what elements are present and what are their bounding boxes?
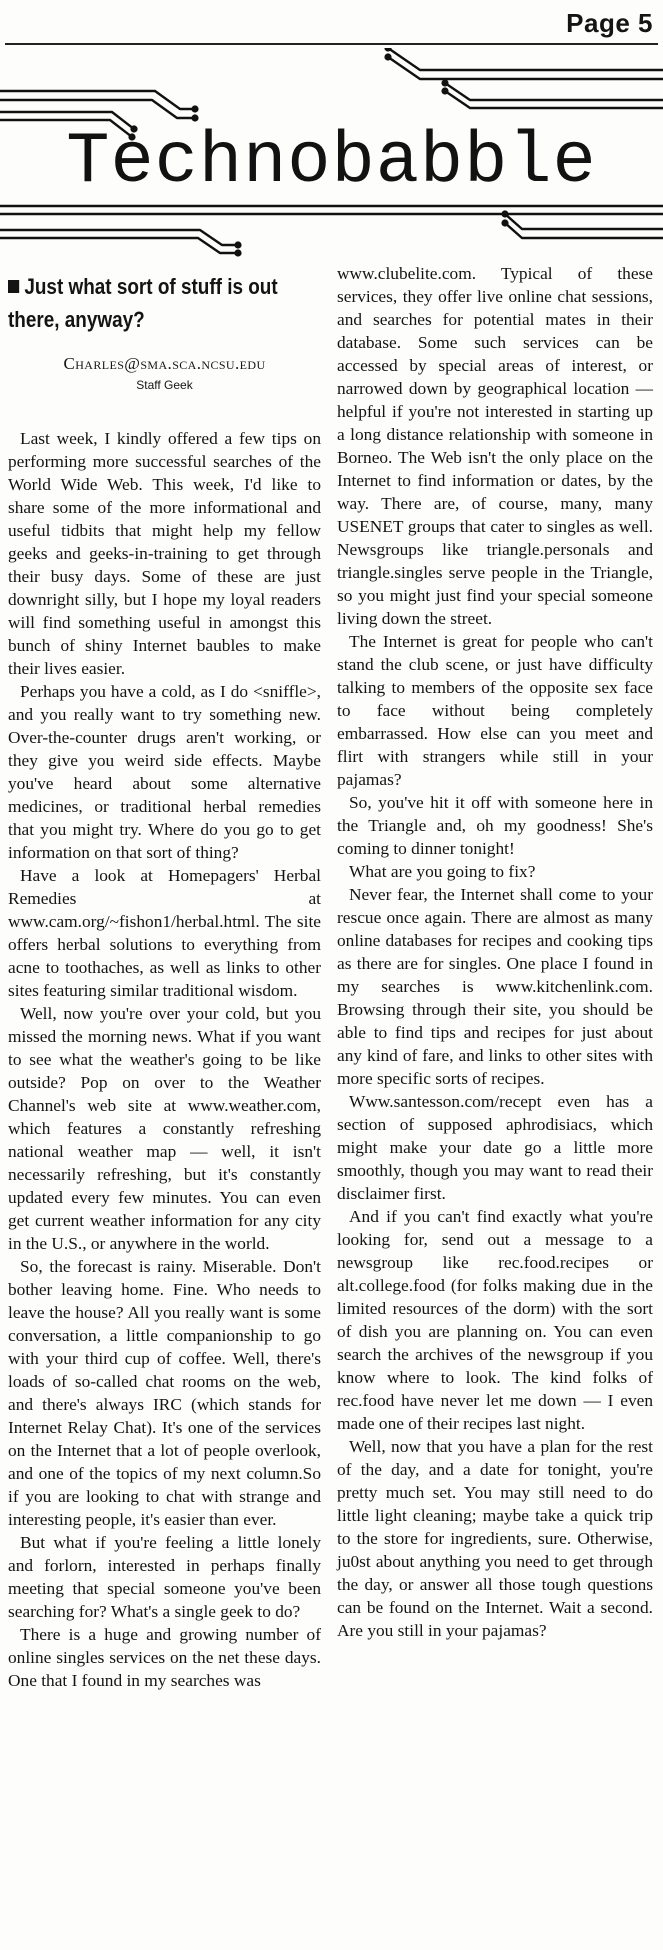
article-paragraph: The Internet is great for people who can't stand the club scene, or just have difficulty talking to members of the opposite sex face to face without being completely embarrassed. How else can you meet and flirt with strangers while still in your pajamas? <box>337 632 653 789</box>
article-paragraph: So, you've hit it off with someone here in the Triangle and, oh my goodness! She's coming to dinner tonight! <box>337 793 653 858</box>
byline-email: Charles@sma.sca.ncsu.edu <box>63 354 266 373</box>
article-column-right <box>337 262 653 1642</box>
article-paragraph: www.clubelite.com. Typical of these services, they offer live online chat sessions, and searches for potential mates in their database. Some such services can be accessed by special areas of interest, or narrowed down by geographical location — helpful if you're not interested in starting up a long distance relationship with someone in Borneo. The Web isn't the only place on the Internet to find information or dates, by the way. There are, of course, many, many USENET groups that cater to singles as well. Newsgroups like triangle.personals and triangle.singles serve people in the Triangle, so you might just find your special someone living down the street. <box>337 264 653 628</box>
circuit-node <box>501 210 508 217</box>
article-paragraph: Well, now that you have a plan for the rest of the day, and a date for tonight, you're pretty much set. You may still need to do little light cleaning; maybe take a quick trip to the store for ingredients, sure. Otherwise, ju0st about anything you need to get through the day, or answer all those tough questions can be found on the Internet. Wait a second. Are you still in your pajamas? <box>337 1437 653 1640</box>
article-paragraph: What are you going to fix? <box>349 862 536 881</box>
circuit-trace-line <box>505 223 663 238</box>
circuit-trace-line <box>388 57 663 79</box>
article-column-left <box>8 427 321 1692</box>
article-headline <box>8 270 321 336</box>
page-number: Page 5 <box>566 8 653 38</box>
article-paragraph: Perhaps you have a cold, as I do <sniffle>, and you really want to try something new. Over-the-counter drugs aren't working, or they give you weird side effects. Maybe you've heard about some alternative medicines, or traditional herbal remedies that you might try. Where do you go to get information on that sort of thing? <box>8 682 321 862</box>
circuit-trace-line <box>505 214 663 229</box>
article-paragraph: Well, now you're over your cold, but you missed the morning news. What if you want to see what the weather's going to be like outside? Pop on over to the Weather Channel's web site at www.weather.com, which features a constantly refreshing national weather map — well, it isn't necessarily refreshing, but it's constantly updated every few minutes. You can even get current weather information for any city in the U.S., or anywhere in the world. <box>8 1004 321 1253</box>
headline-text: Just what sort of stuff is out there, anyway? <box>8 274 278 332</box>
article-paragraph: Www.santesson.com/recept even has a section of supposed aphrodisiacs, which might make your date go a little more smoothly, though you may want to read their disclaimer first. <box>337 1092 653 1203</box>
top-rule <box>5 43 658 45</box>
circuit-trace-line <box>445 83 663 100</box>
article-paragraph: But what if you're feeling a little lonely and forlorn, interested in perhaps finally meeting that special someone you've been searching for? What's a single geek to do? <box>8 1533 321 1621</box>
article-paragraph: There is a huge and growing number of online singles services on the net these days. One that I found in my searches was <box>8 1625 321 1690</box>
circuit-node <box>191 105 198 112</box>
byline <box>8 352 321 394</box>
circuit-node <box>441 79 448 86</box>
masthead-title: Technobabble <box>66 121 597 203</box>
byline-title: Staff Geek <box>136 378 193 392</box>
circuit-node <box>384 53 391 60</box>
circuit-trace-line <box>388 48 663 70</box>
circuit-node <box>234 249 241 256</box>
circuit-node <box>441 87 448 94</box>
article-paragraph: Last week, I kindly offered a few tips on performing more successful searches of the World Wide Web. This week, I'd like to share some of the more informational and useful tidbits that might help my fellow geeks and geeks-in-training to get through their busy days. Some of these are just downright silly, but I hope my loyal readers will find something useful in amongst this bunch of shiny Internet baubles to make their lives easier. <box>8 429 321 678</box>
circuit-trace-line <box>0 238 238 253</box>
article-paragraph: And if you can't find exactly what you're looking for, send out a message to a newsgroup like rec.food.recipes or alt.college.food (for folks making due in the limited resources of the dorm) with the sort of dish you are planning on. You can even search the archives of the newsgroup if you know where to look. The kind folks of rec.food have never let me down — I even made one of their recipes last night. <box>337 1207 653 1433</box>
article-paragraph: Never fear, the Internet shall come to your rescue once again. There are almost as many online databases for recipes and cooking tips as there are for singles. One place I found in my searches is www.kitchenlink.com. Browsing through their site, you should be able to find tips and recipes for just about any kind of fare, and links to other sites with more specific sorts of recipes. <box>337 885 653 1088</box>
article-paragraph: So, the forecast is rainy. Miserable. Don't bother leaving home. Fine. Who needs to leave the house? All you really want is some conversation, a little companionship to go with your third cup of coffee. Well, there's loads of so-called chat rooms on the web, and there's always IRC (which stands for Internet Relay Chat). It's one of the services on the Internet that a lot of people overlook, and one of the topics of my next column.So if you are looking to chat with strange and interesting people, it's easier than ever. <box>8 1257 321 1529</box>
article-paragraph: Have a look at Homepagers' Herbal Remedies at www.cam.org/~fishon1/herbal.html. The site offers herbal solutions to everything from acne to toothaches, as well as links to other sites featuring similar traditional wisdom. <box>8 866 321 1000</box>
circuit-trace-line <box>0 100 195 118</box>
bullet-square-icon <box>8 280 19 293</box>
circuit-node <box>501 219 508 226</box>
circuit-node <box>234 241 241 248</box>
